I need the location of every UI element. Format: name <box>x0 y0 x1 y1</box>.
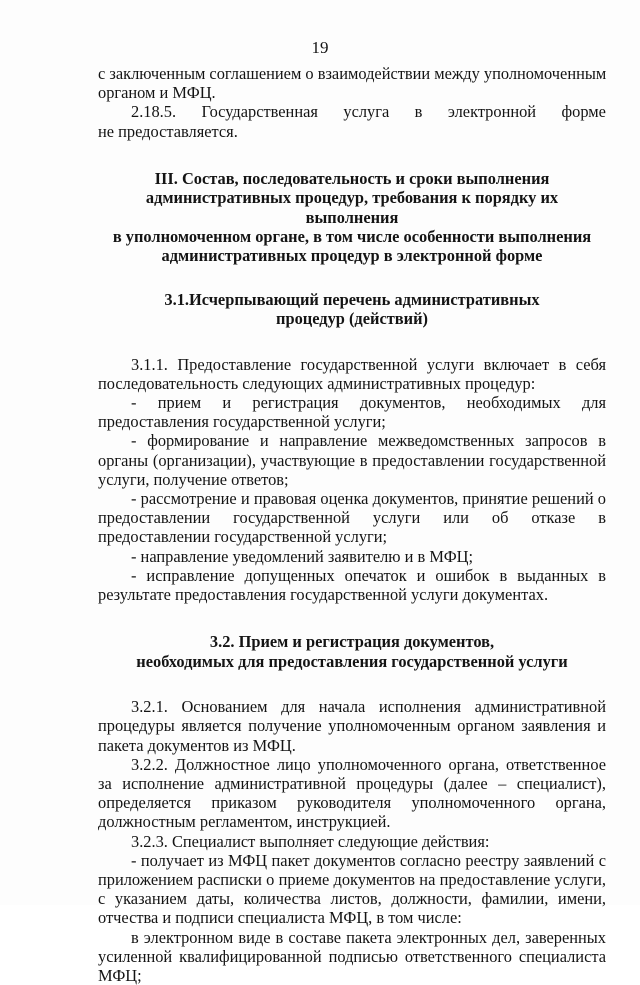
list-item: - исправление допущенных опечаток и ошибок в выданных в результате предоставления государственной услуги документах. <box>98 565 606 605</box>
list-item: - получает из МФЦ пакет документов согласно реестру заявлений с приложением расписки о приеме документов на предоставление услуги, с указанием даты, количества листов, должности, фамилии, имени, отчества и подписи специалиста МФЦ, в том числе: <box>98 850 606 928</box>
section-3-heading <box>98 169 606 266</box>
p2185-word: 2.18.5. <box>131 102 177 122</box>
paragraph-3-1-1: 3.1.1. Предоставление государственной услуги включает в себя последовательность следующих административных процедур: <box>98 354 606 393</box>
section-3-1-heading-line: 3.1.Исчерпывающий перечень административных <box>164 289 540 309</box>
list-item: - прием и регистрация документов, необходимых для предоставления государственной услуги; <box>98 393 606 432</box>
document-body <box>98 64 606 985</box>
section-3-heading-line: III. Состав, последовательность и сроки выполнения <box>154 168 550 188</box>
list-item: в электронном виде в составе пакета электронных дел, заверенных усиленной квалифицированной подписью ответственного специалиста МФЦ; <box>98 927 606 985</box>
intro-line-1 <box>98 64 606 83</box>
section-3-heading-line: административных процедур в электронной форме <box>161 246 543 266</box>
list-item: - формирование и направление межведомственных запросов в органы (организации), участвующие в предоставлении государственной услуги, получение ответов; <box>98 431 606 489</box>
paragraph-3-2-2: 3.2.2. Должностное лицо уполномоченного органа, ответственное за исполнение административной процедуры (далее – специалист), определяется приказом руководителя уполномоченного органа, должностным регламентом, инструкцией. <box>98 754 606 832</box>
p2185-word: услуга <box>343 102 390 122</box>
p2185-word: форме <box>561 102 606 122</box>
section-3-1-heading <box>98 290 606 329</box>
paragraph-3-2-3: 3.2.3. Специалист выполняет следующие действия: <box>131 831 490 851</box>
section-3-heading-line: в уполномоченном органе, в том числе особенности выполнения <box>112 227 592 247</box>
intro-line-1-text: с заключенным соглашением о взаимодействии между уполномоченным <box>98 64 607 83</box>
intro-line-2: органом и МФЦ. <box>98 83 216 103</box>
list-item: - рассмотрение и правовая оценка документов, принятие решений о предоставлении государственной услуги или об отказе в предоставлении государственной услуги; <box>98 489 606 547</box>
section-3-heading-line: административных процедур, требования к порядку их выполнения <box>145 188 559 227</box>
page-number: 19 <box>311 38 329 57</box>
paragraph-3-2-1: 3.2.1. Основанием для начала исполнения административной процедуры является получение уполномоченным органом заявления и пакета документов из МФЦ. <box>98 697 606 755</box>
section-3-2-heading <box>98 632 606 671</box>
list-item: - направление уведомлений заявителю и в МФЦ; <box>131 546 474 566</box>
section-3-1-heading-line: процедур (действий) <box>276 309 428 329</box>
p2185-word: Государственная <box>201 102 318 122</box>
paragraph-2-18-5 <box>98 102 606 121</box>
paragraph-2-18-5-tail: не предоставляется. <box>98 121 238 141</box>
p2185-word: электронной <box>447 102 537 122</box>
section-3-2-heading-line: 3.2. Прием и регистрация документов, <box>209 632 495 652</box>
section-3-2-heading-line: необходимых для предоставления государственной услуги <box>136 651 568 671</box>
p2185-word: в <box>414 102 423 122</box>
